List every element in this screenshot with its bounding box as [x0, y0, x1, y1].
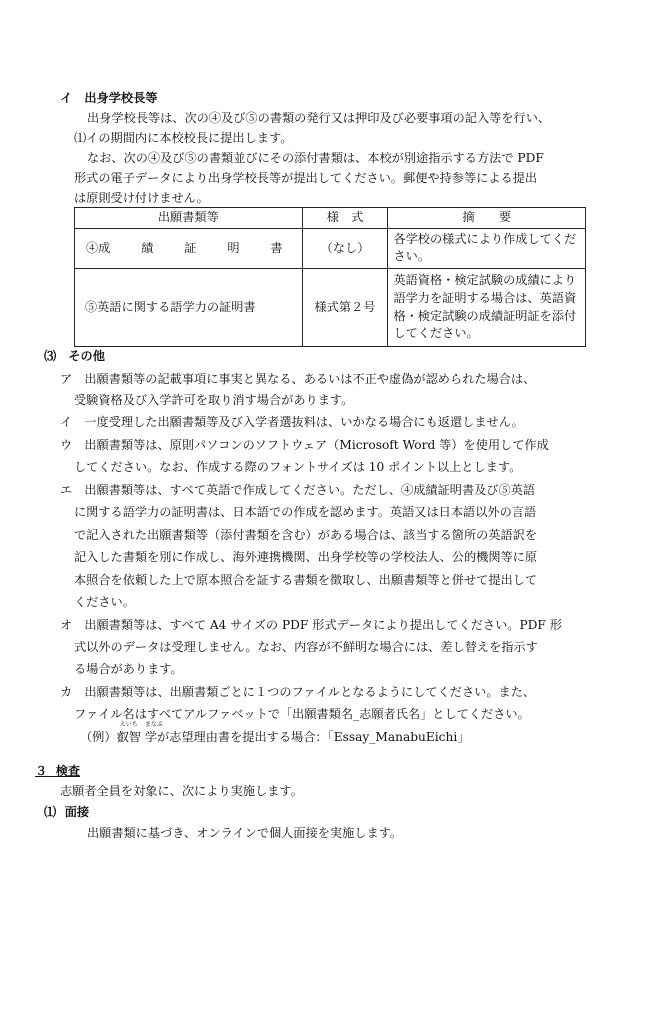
- paragraph-line: 形式の電子データにより出身学校長等が提出してください。郵便や持参等による提出: [74, 171, 538, 185]
- item-line: イ 一度受理した出願書類等及び入学者選抜料は、いかなる場合にも返還しません。: [60, 415, 524, 429]
- item-line: ア 出願書類等の記載事項に事実と異なる、あるいは不正や虚偽が認められた場合は、: [60, 372, 536, 386]
- paragraph-line: 志願者全員を対象に、次により実施します。: [60, 784, 303, 798]
- table-header-cell: 出願書類等: [75, 208, 303, 229]
- example-kanji: 学: [144, 730, 157, 744]
- item-line: る場合があります。: [74, 662, 183, 676]
- item-line: カ 出願書類等は、出願書類ごとに１つのファイルとなるようにしてください。また、: [60, 685, 536, 699]
- paragraph-line: 出願書類に基づき、オンラインで個人面接を実施します。: [87, 826, 403, 840]
- section-number: ３: [35, 764, 48, 778]
- table-row: [75, 228, 586, 268]
- table-cell-note: 各学校の様式により作成してください。: [388, 228, 586, 268]
- item-line: ウ 出願書類等は、原則パソコンのソフトウェア（Microsoft Word 等）を使用して作成: [60, 438, 549, 452]
- table-header-cell: 様 式: [302, 208, 388, 229]
- example-suffix: が志望理由書を提出する場合：「Essay_ManabuEichi」: [157, 730, 470, 744]
- subsection-heading-interview: [44, 806, 89, 818]
- item-line: エ 出願書類等は、すべて英語で作成してください。ただし、④成績証明書及び⑤英語: [60, 483, 536, 497]
- table-header-cell: 摘 要: [388, 208, 586, 229]
- paragraph-line: なお、次の④及び⑤の書類並びにその添付書類は、本校が別途指示する方法で PDF: [87, 151, 544, 165]
- section-title: 検査: [55, 764, 81, 778]
- example-line: [80, 721, 470, 744]
- table-row: [75, 269, 586, 347]
- spread-char: ④成: [86, 240, 111, 255]
- item-line: ファイル名はすべてアルファベットで「出願書類名_志願者氏名」としてください。: [74, 707, 530, 721]
- example-prefix: （例）: [80, 730, 117, 744]
- spread-char: 明: [227, 240, 240, 255]
- table-cell-note: 英語資格・検定試験の成績により語学力を証明する場合は、英語資格・検定試験の成績証明証を添付してください。: [388, 269, 586, 347]
- table-header-row: [75, 208, 586, 229]
- section-heading-school-principal: イ 出身学校長等: [60, 91, 158, 105]
- table-cell-document-name: [75, 228, 303, 268]
- item-line: 受験資格及び入学許可を取り消す場合があります。: [74, 393, 354, 407]
- table-cell-document-name: ⑤英語に関する語学力の証明書: [75, 269, 303, 347]
- example-kanji: 叡智: [116, 730, 141, 744]
- item-line: ください。: [74, 595, 135, 609]
- item-line: 式以外のデータは受理しません。なお、内容が不鮮明な場合には、差し替えを指示す: [74, 640, 538, 654]
- application-documents-table: [74, 207, 586, 347]
- ruby-reading: えいち: [119, 721, 138, 728]
- subsection-title: 面接: [64, 805, 90, 819]
- item-line: してください。なお、作成する際のフォントサイズは 10 ポイント以上とします。: [74, 460, 522, 474]
- section-heading-other: ⑶ その他: [44, 349, 105, 363]
- item-line: 本照合を依頼した上で原本照合を証する書類を徴取し、出願書類等と併せて提出して: [74, 573, 538, 587]
- subsection-number: ⑴: [44, 805, 57, 819]
- paragraph-line: ⑴イの期間内に本校校長に提出します。: [74, 131, 293, 145]
- item-line: オ 出願書類等は、すべて A4 サイズの PDF 形式データにより提出してください。PDF 形: [60, 618, 562, 632]
- example-name-last: [144, 721, 163, 744]
- spread-char: 績: [141, 240, 154, 255]
- table-cell-form: 様式第２号: [302, 269, 388, 347]
- spread-char: 証: [184, 240, 197, 255]
- ruby-reading: まなぶ: [144, 721, 163, 728]
- item-line: 記入した書類を別に作成し、海外連携機関、出身学校等の学校法人、公的機関等に原: [74, 550, 538, 564]
- item-line: で記入された出願書類等（添付書類を含む）がある場合は、該当する箇所の英語訳を: [74, 528, 538, 542]
- item-line: に関する語学力の証明書は、日本語での作成を認めます。英語又は日本語以外の言語: [74, 505, 537, 519]
- paragraph-line: は原則受け付けません。: [74, 191, 209, 205]
- paragraph-line: 出身学校長等は、次の④及び⑤の書類の発行又は押印及び必要事項の記入等を行い、: [87, 111, 551, 125]
- section-heading-examination: [35, 765, 80, 777]
- table-cell-form: （なし）: [302, 228, 388, 268]
- spread-char: 書: [270, 240, 283, 255]
- example-name-first: [116, 721, 141, 744]
